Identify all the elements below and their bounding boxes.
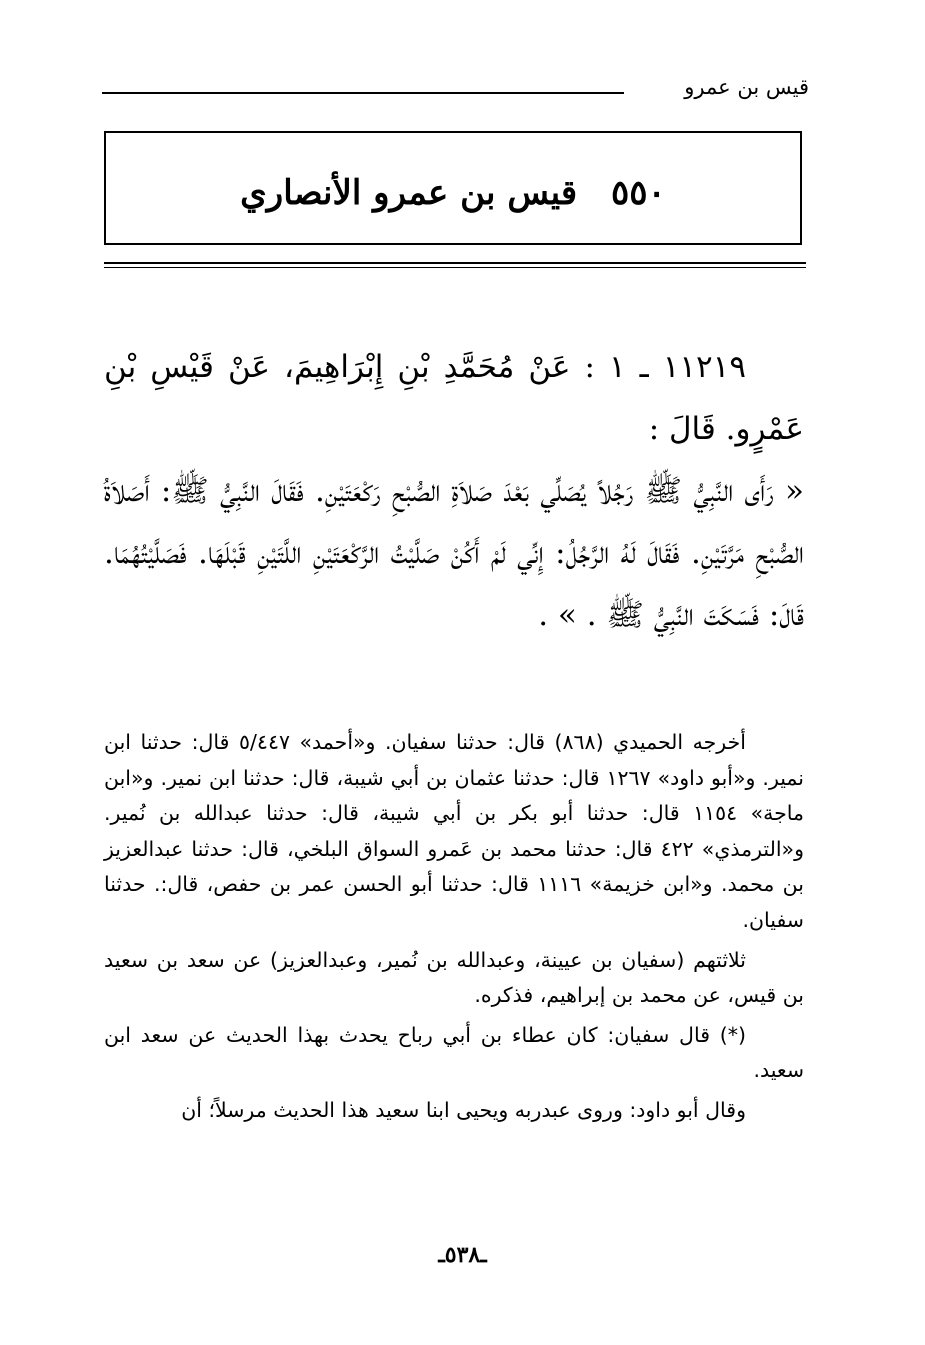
- entry-title-box: [104, 131, 802, 245]
- running-header-rule: [102, 92, 624, 94]
- hadith-isnad: ١١٢١٩ ـ ١ : عَنْ مُحَمَّدِ بْنِ إِبْرَاهِيمَ، عَنْ قَيْسِ بْنِ عَمْرٍو.: [104, 349, 804, 447]
- running-header: [102, 72, 809, 108]
- hadith-qala: قَالَ :: [648, 411, 716, 447]
- hadith-matn: « رَأَى النَّبِيُّ ﷺ رَجُلاً يُصَلِّي بَعْدَ صَلاَةِ الصُّبْحِ رَكْعَتَيْنِ. فَقَالَ النَّبِيُّ ﷺ: أَصَلاَةُ الصُّبْحِ مَرَّتَيْنِ. فَقَالَ لَهُ الرَّجُلُ: إِنِّي لَمْ أَكُنْ صَلَّيْتُ الرَّكْعَتَيْنِ اللَّتَيْنِ قَبْلَهَا. فَصَلَّيْتُهُمَا. قَالَ: فَسَكَتَ النَّبِيُّ ﷺ . » .: [104, 473, 804, 633]
- hadith-reference-line: [104, 336, 804, 460]
- entry-name: قيس بن عمرو الأنصاري: [240, 173, 578, 213]
- takhrij-paragraph-2: ثلاثتهم (سفيان بن عيينة، وعبدالله بن نُمير، وعبدالعزيز) عن سعد بن سعيد بن قيس، عن محمد بن إبراهيم، فذكره.: [104, 947, 804, 1008]
- takhrij-paragraph-3: (*) قال سفيان: كان عطاء بن أبي رباح يحدث بهذا الحديث عن سعد ابن سعيد.: [104, 1022, 804, 1083]
- running-header-title: قيس بن عمرو: [684, 75, 809, 99]
- takhrij-paragraph-4: وقال أبو داود: وروى عبدربه ويحيى ابنا سعيد هذا الحديث مرسلاً؛ أن: [181, 1097, 746, 1122]
- section-divider: [104, 262, 806, 268]
- page-number: ـ٥٣٨ـ: [438, 1242, 487, 1268]
- takhrij-paragraph-1: أخرجه الحميدي (٨٦٨) قال: حدثنا سفيان. و«أحمد» ٥/٤٤٧ قال: حدثنا ابن نمير. و«أبو داود» ١٢٦٧ قال: حدثنا عثمان بن أبي شيبة، قال: حدثنا ابن نمير. و«ابن ماجة» ١١٥٤ قال: حدثنا أبو بكر بن أبي شيبة، قال: حدثنا عبدالله بن نُمير. و«الترمذي» ٤٢٢ قال: حدثنا محمد بن عَمرو السواق البلخي، قال: حدثنا عبدالعزيز بن محمد. و«ابن خزيمة» ١١١٦ قال: حدثنا أبو الحسن عمر بن حفص، قال:. حدثنا سفيان.: [104, 730, 805, 932]
- entry-title: [106, 171, 800, 215]
- entry-number: ٥٥٠: [611, 173, 666, 213]
- takhrij-notes: [104, 725, 804, 1129]
- hadith-text: [104, 336, 804, 646]
